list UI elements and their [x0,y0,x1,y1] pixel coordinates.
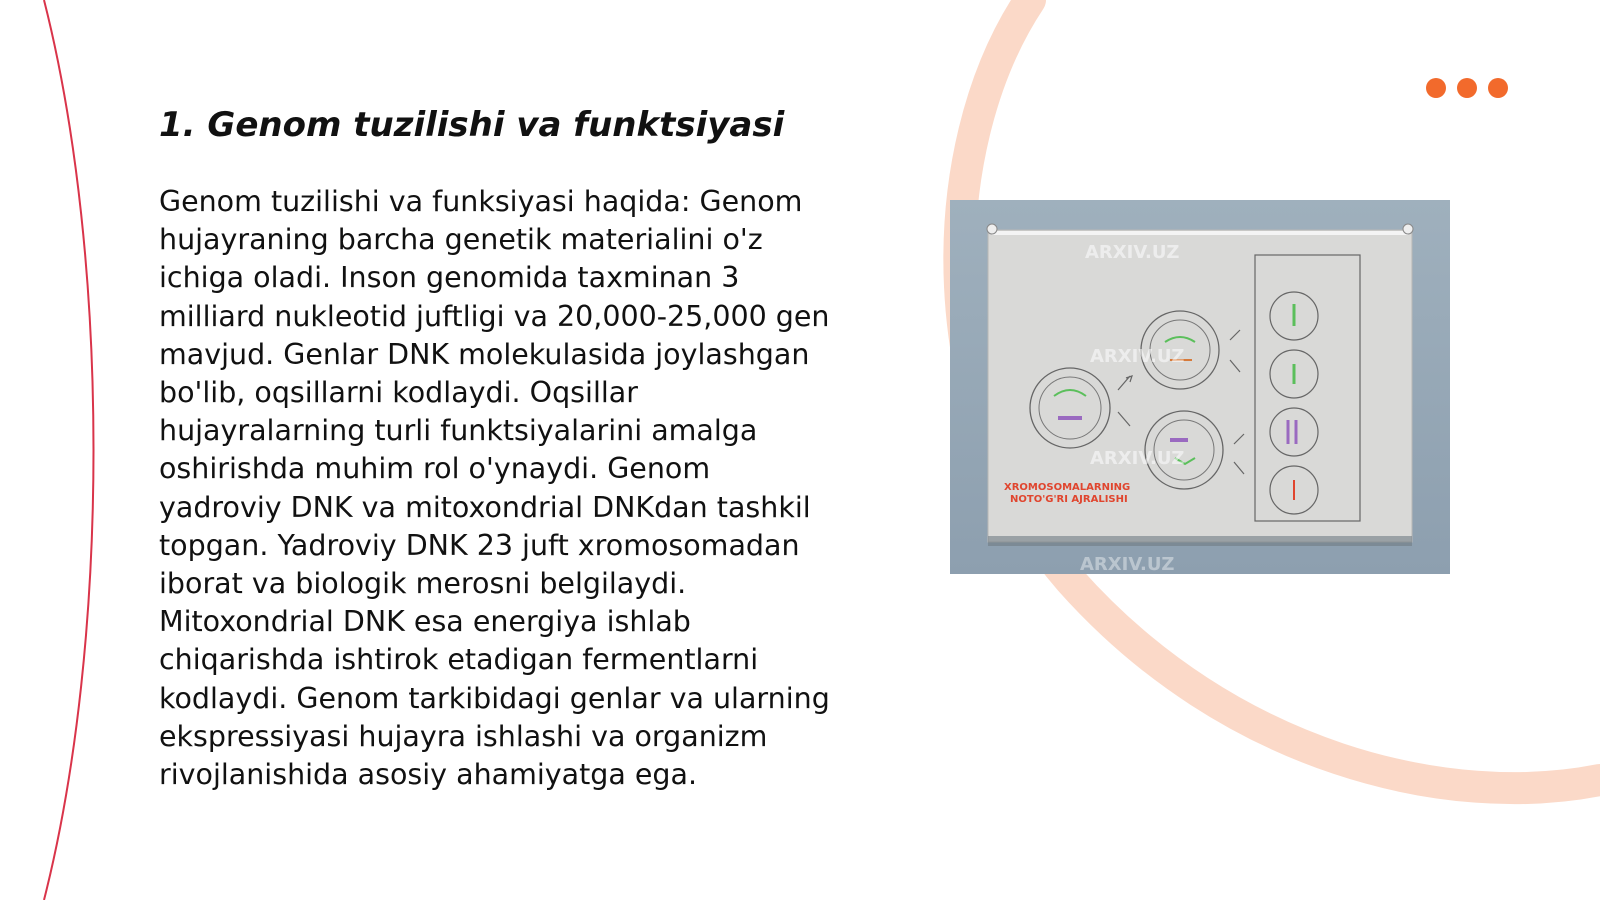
slide-title: 1. Genom tuzilishi va funktsiyasi [159,105,785,145]
decorative-dots [1426,78,1508,98]
dot [1457,78,1477,98]
whiteboard-drawing [950,200,1450,574]
left-red-curve [44,0,94,900]
slide-body-text: Genom tuzilishi va funksiyasi haqida: Genom hujayraning barcha genetik materialini o'z ichiga oladi. Inson genomida taxminan 3 milliard nukleotid juftligi va 20,000-25,000 gen mavjud. Genlar DNK molekulasida joylashgan bo'lib, oqsillarni kodlaydi. Oqsillar hujayralarning turli funktsiyalarini amalga oshirishda muhim rol o'ynaydi. Genom yadroviy DNK va mitoxondrial DNKdan tashkil topgan. Yadroviy DNK 23 juft xromosomadan iborat va biologik merosni belgilaydi. Mitoxondrial DNK esa energiya ishlab chiqarishda ishtirok etadigan fermentlarni kodlaydi. Genom tarkibidagi genlar va ularning ekspressiyasi hujayra ishlashi va organizm rivojlanishida asosiy ahamiyatga ega. [159,185,830,792]
watermark-text: ARXIV.UZ [1090,448,1185,469]
watermark-text: ARXIV.UZ [1085,242,1180,263]
red-caption-line1: XROMOSOMALARNING [1004,482,1131,493]
dot [1426,78,1446,98]
red-caption-line2: NOTO'G'RI AJRALISHI [1010,494,1128,505]
dot [1488,78,1508,98]
watermark-text: ARXIV.UZ [1080,554,1175,574]
watermark-text: ARXIV.UZ [1090,346,1185,367]
chromosome-diagram-image [950,200,1450,574]
